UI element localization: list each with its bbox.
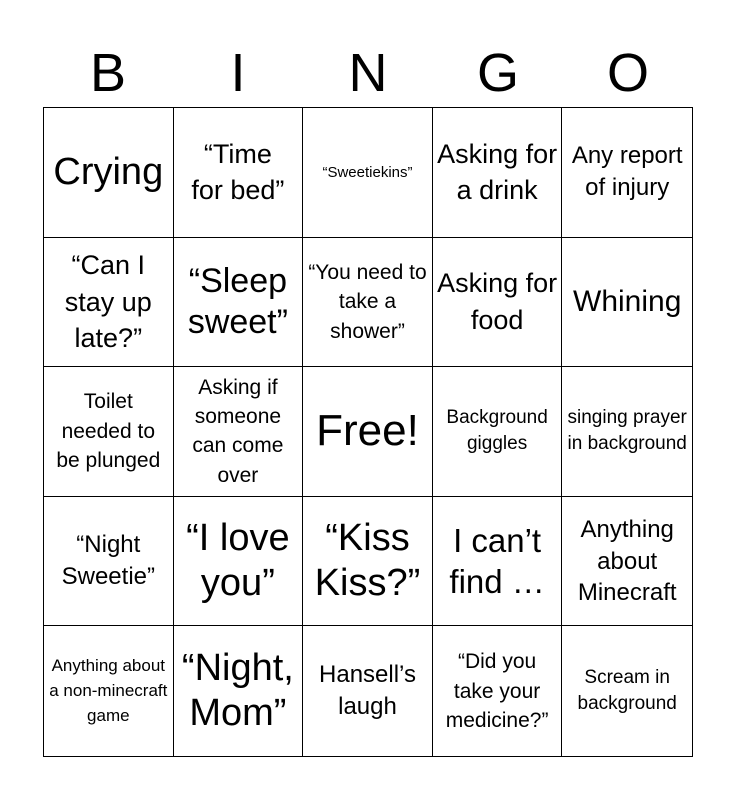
cell-text: Asking if someone can come over bbox=[192, 375, 284, 487]
header-letter-b: B bbox=[89, 43, 127, 103]
header-letter-n: N bbox=[348, 43, 388, 103]
bingo-cell-r2c2[interactable] bbox=[174, 238, 304, 368]
bingo-cell-r1c2[interactable] bbox=[174, 108, 304, 238]
bingo-cell-r4c5[interactable] bbox=[562, 497, 692, 627]
bingo-cell-r3c3[interactable] bbox=[303, 367, 433, 497]
cell-text: Scream in background bbox=[577, 666, 677, 715]
bingo-board bbox=[43, 107, 693, 757]
cell-text: “Time for bed” bbox=[191, 138, 285, 206]
bingo-cell-r4c3[interactable] bbox=[303, 497, 433, 627]
bingo-cell-r1c1[interactable] bbox=[44, 108, 174, 238]
bingo-header bbox=[43, 40, 693, 106]
cell-text: I can’t find … bbox=[449, 521, 545, 601]
cell-text: “Night, Mom” bbox=[181, 646, 294, 735]
cell-text: “Sweetiekins” bbox=[322, 163, 413, 181]
cell-text: Hansell’s laugh bbox=[319, 660, 416, 721]
cell-text: Anything about a non-minecraft game bbox=[49, 656, 168, 725]
cell-text: “Night Sweetie” bbox=[61, 530, 155, 591]
cell-text: “I love you” bbox=[186, 516, 290, 605]
cell-text: “Did you take your medicine?” bbox=[445, 650, 549, 732]
bingo-cell-r1c4[interactable] bbox=[433, 108, 563, 238]
bingo-cell-r4c2[interactable] bbox=[174, 497, 304, 627]
bingo-cell-r4c1[interactable] bbox=[44, 497, 174, 627]
bingo-cell-r3c5[interactable] bbox=[562, 367, 692, 497]
cell-text: Asking for a drink bbox=[437, 138, 558, 206]
cell-text: “You need to take a shower” bbox=[308, 260, 427, 343]
bingo-cell-r5c3[interactable] bbox=[303, 626, 433, 756]
cell-text: Toilet needed to be plunged bbox=[56, 390, 161, 473]
cell-text: singing prayer in background bbox=[567, 406, 687, 455]
bingo-cell-r5c2[interactable] bbox=[174, 626, 304, 756]
bingo-cell-r3c4[interactable] bbox=[433, 367, 563, 497]
bingo-cell-r2c4[interactable] bbox=[433, 238, 563, 368]
bingo-cell-r5c1[interactable] bbox=[44, 626, 174, 756]
bingo-cell-r3c1[interactable] bbox=[44, 367, 174, 497]
bingo-cell-r1c3[interactable] bbox=[303, 108, 433, 238]
cell-text: Asking for food bbox=[437, 268, 558, 335]
cell-text: “Can I stay up late?” bbox=[64, 250, 152, 354]
bingo-cell-r2c1[interactable] bbox=[44, 238, 174, 368]
cell-text: Whining bbox=[573, 285, 682, 319]
cell-text: Any report of injury bbox=[571, 141, 683, 202]
header-letter-g: G bbox=[476, 43, 519, 103]
cell-text: Anything about Minecraft bbox=[577, 516, 677, 606]
cell-text: Background giggles bbox=[446, 406, 548, 455]
cell-text: “Sleep sweet” bbox=[187, 262, 288, 341]
bingo-cell-r5c4[interactable] bbox=[433, 626, 563, 756]
bingo-cell-r2c5[interactable] bbox=[562, 238, 692, 368]
header-letter-i: I bbox=[230, 43, 246, 103]
bingo-cell-r2c3[interactable] bbox=[303, 238, 433, 368]
bingo-cell-r5c5[interactable] bbox=[562, 626, 692, 756]
free-space: Free! bbox=[316, 406, 419, 456]
cell-text: “Kiss Kiss?” bbox=[314, 516, 421, 605]
header-letter-o: O bbox=[606, 43, 649, 103]
bingo-cell-r1c5[interactable] bbox=[562, 108, 692, 238]
bingo-cell-r4c4[interactable] bbox=[433, 497, 563, 627]
cell-text: Crying bbox=[53, 150, 164, 193]
bingo-cell-r3c2[interactable] bbox=[174, 367, 304, 497]
